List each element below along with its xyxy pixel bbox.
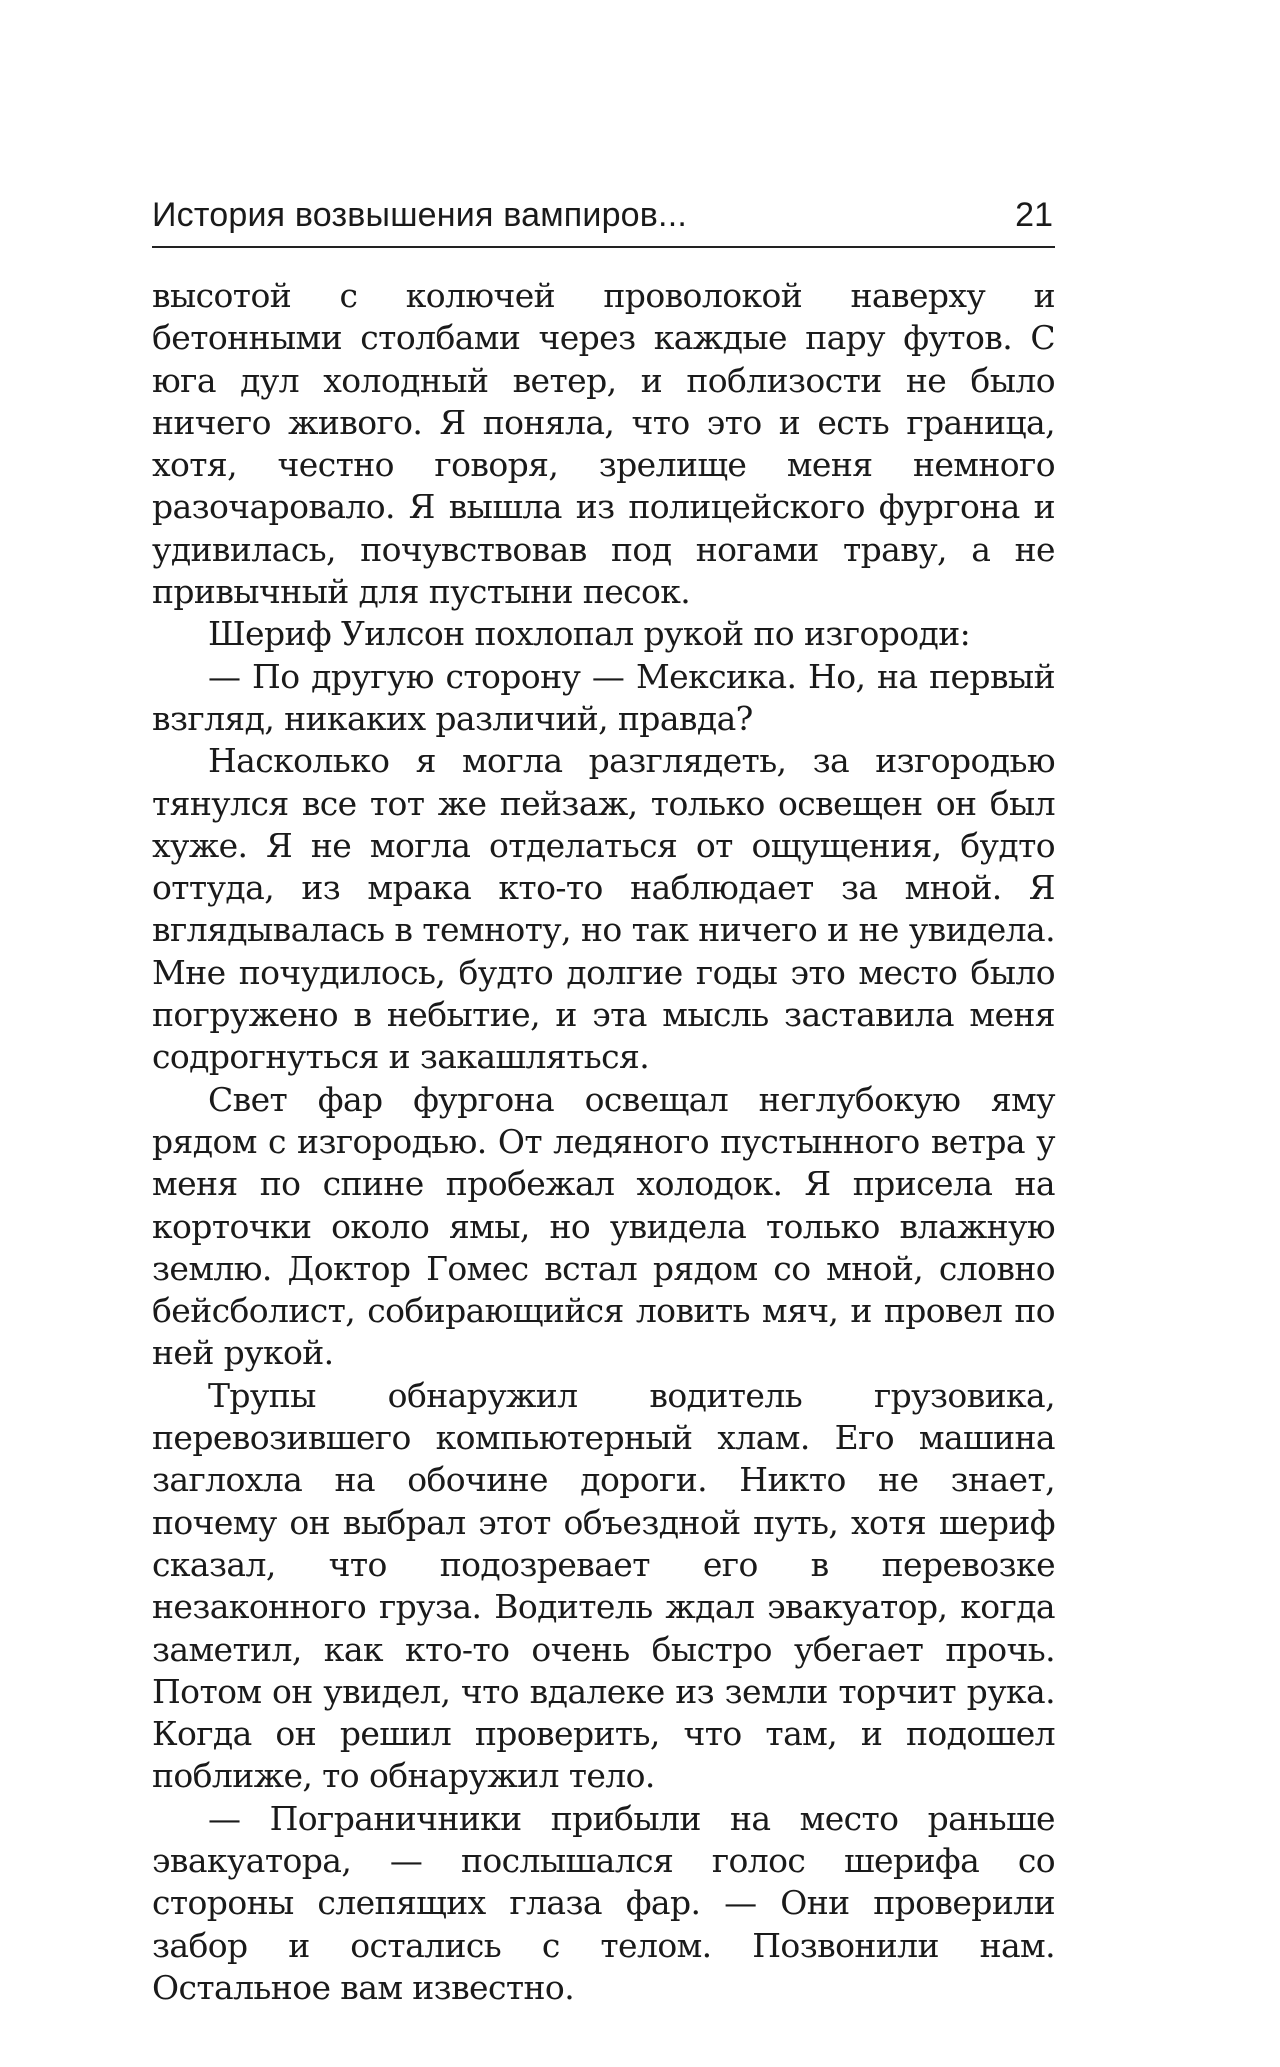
paragraph-7: — Пограничники прибыли на место раньше эвакуатора, — послышался голос шерифа со стороны слепящих глаза фар. — Они проверили забор и остались с телом. Позвонили нам. Остальное вам известно. bbox=[152, 1798, 1055, 2007]
paragraph-3: — По другую сторону — Мексика. Но, на первый взгляд, никаких различий, правда? bbox=[152, 656, 1055, 738]
paragraph-2: Шериф Уилсон похлопал рукой по изгороди: bbox=[208, 614, 971, 654]
running-title: История возвышения вампиров... bbox=[152, 196, 687, 234]
book-page bbox=[152, 0, 1055, 2067]
paragraph-5: Свет фар фургона освещал неглубокую яму рядом с изгородью. От ледяного пустынного ветра у меня по спине пробежал холодок. Я присела на корточки около ямы, но увидела только влажную землю. Доктор Гомес встал рядом со мной, словно бейсболист, собирающийся ловить мяч, и провел по ней рукой. bbox=[152, 1079, 1055, 1373]
paragraph-4: Насколько я могла разглядеть, за изгородью тянулся все тот же пейзаж, только освещен он был хуже. Я не могла отделаться от ощущения, будто оттуда, из мрака кто-то наблюдает за мной. Я вглядывалась в темноту, но так ничего и не увидела. Мне почудилось, будто долгие годы это место было погружено в небытие, и эта мысль заставила меня содрогнуться и закашляться. bbox=[152, 741, 1055, 1077]
paragraph-6: Трупы обнаружил водитель грузовика, перевозившего компьютерный хлам. Его машина заглохла на обочине дороги. Никто не знает, почему он выбрал этот объездной путь, хотя шериф сказал, что подозревает его в перевозке незаконного груза. Водитель ждал эвакуатор, когда заметил, как кто-то очень быстро убегает прочь. Потом он увидел, что вдалеке из земли торчит рука. Когда он решил проверить, что там, и подошел поближе, то обнаружил тело. bbox=[152, 1375, 1055, 1796]
body-text bbox=[152, 275, 1055, 2009]
page-number: 21 bbox=[1015, 196, 1053, 234]
paragraph-1: высотой с колючей проволокой наверху и бетонными столбами через каждые пару футов. С юга дул холодный ветер, и поблизости не было ничего живого. Я поняла, что это и есть граница, хотя, честно говоря, зрелище меня немного разочаровало. Я вышла из полицейского фургона и удивилась, почувствовав под ногами траву, а не привычный для пустыни песок. bbox=[152, 276, 1055, 612]
running-head bbox=[152, 190, 1055, 248]
